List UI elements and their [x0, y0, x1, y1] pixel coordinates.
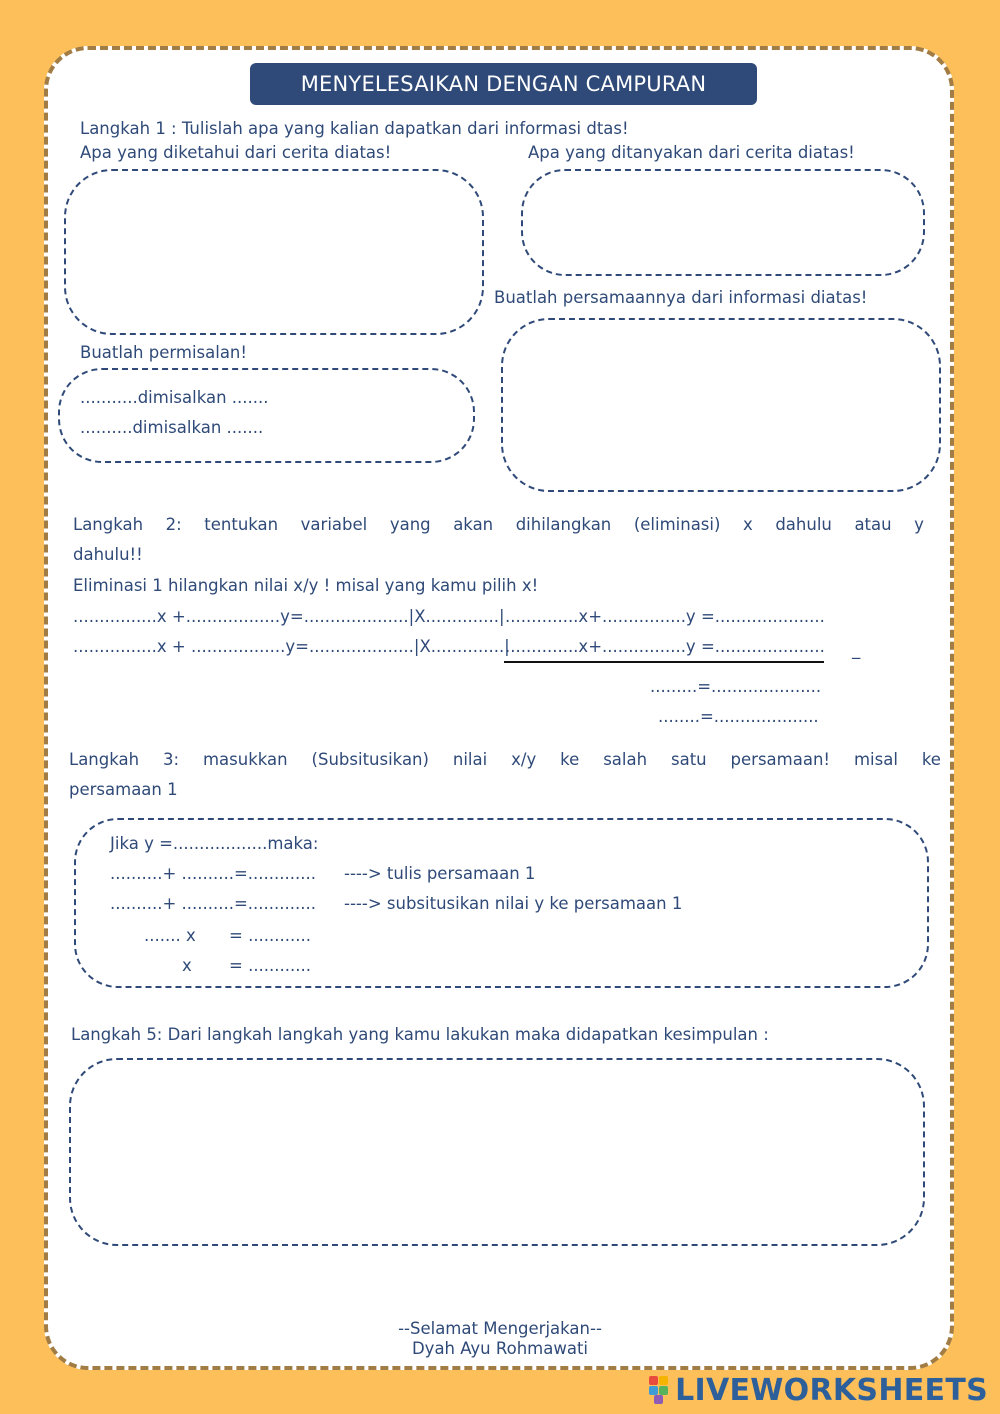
- footer-greeting: --Selamat Mengerjakan--: [398, 1319, 602, 1338]
- heading-word: x/y: [511, 750, 537, 769]
- heading-word: satu: [670, 750, 707, 769]
- heading-word: salah: [603, 750, 648, 769]
- subst-row3-right[interactable]: = ............: [229, 926, 312, 945]
- asked-answer-box[interactable]: [521, 169, 925, 276]
- elim-row1-right[interactable]: ..............x+................y =.....................: [505, 607, 825, 626]
- heading-word: 2:: [165, 515, 182, 534]
- heading-word: 3:: [163, 750, 180, 769]
- worksheet-title: MENYELESAIKAN DENGAN CAMPURAN: [250, 63, 757, 105]
- step3-heading-line1: [69, 750, 941, 769]
- assume-box: [58, 368, 475, 463]
- heading-word: misal: [853, 750, 898, 769]
- elim-row2-left[interactable]: ................x + ..................y=....................|X..............|: [73, 637, 510, 656]
- minus-sign: _: [852, 640, 861, 659]
- known-answer-box[interactable]: [64, 169, 484, 335]
- heading-word: akan: [453, 515, 494, 534]
- step3-heading-line2: persamaan 1: [69, 780, 178, 799]
- conclusion-answer-box[interactable]: [69, 1058, 925, 1246]
- equation-answer-box[interactable]: [501, 318, 941, 492]
- subtraction-line: [504, 661, 824, 663]
- step2-heading-line2: dahulu!!: [73, 545, 143, 564]
- liveworksheets-brand: [649, 1372, 988, 1408]
- subst-row1[interactable]: ..........+ ..........=.............: [110, 864, 316, 883]
- subst-row4-left: x: [182, 956, 192, 975]
- elim-row2-right[interactable]: ..............x+................y =.....................: [505, 637, 825, 656]
- heading-word: ke: [560, 750, 580, 769]
- subst-note1: ----> tulis persamaan 1: [344, 864, 536, 883]
- step1-heading: Langkah 1 : Tulislah apa yang kalian dapatkan dari informasi dtas!: [80, 119, 629, 138]
- asked-label: Apa yang ditanyakan dari cerita diatas!: [528, 143, 855, 162]
- step2-heading-line1: [73, 515, 924, 534]
- elim-result-1[interactable]: .........=.....................: [650, 677, 822, 696]
- heading-word: x: [743, 515, 753, 534]
- elim-row1-left[interactable]: ................x +..................y=....................|X..............|: [73, 607, 505, 626]
- subst-row4-right[interactable]: = ............: [229, 956, 312, 975]
- subst-row3-left[interactable]: ....... x: [144, 926, 196, 945]
- assume-line-2[interactable]: ..........dimisalkan .......: [80, 418, 264, 437]
- if-y-line[interactable]: Jika y =..................maka:: [110, 834, 319, 853]
- known-label: Apa yang diketahui dari cerita diatas!: [80, 143, 392, 162]
- liveworksheets-logo-icon: [649, 1376, 669, 1404]
- heading-word: nilai: [452, 750, 488, 769]
- elimination-instruction: Eliminasi 1 hilangkan nilai x/y ! misal yang kamu pilih x!: [73, 576, 539, 595]
- heading-word: Langkah: [69, 750, 140, 769]
- equation-label: Buatlah persamaannya dari informasi diatas!: [494, 288, 868, 307]
- heading-word: variabel: [300, 515, 368, 534]
- heading-word: dihilangkan: [515, 515, 612, 534]
- heading-word: y: [914, 515, 924, 534]
- heading-word: (Subsitusikan): [311, 750, 429, 769]
- heading-word: yang: [389, 515, 431, 534]
- assume-line-1[interactable]: ...........dimisalkan .......: [80, 388, 269, 407]
- heading-word: tentukan: [204, 515, 279, 534]
- assume-label: Buatlah permisalan!: [80, 343, 248, 362]
- subst-row2[interactable]: ..........+ ..........=.............: [110, 894, 316, 913]
- heading-word: masukkan: [202, 750, 288, 769]
- heading-word: ke: [921, 750, 941, 769]
- heading-word: Langkah: [73, 515, 144, 534]
- step5-heading: Langkah 5: Dari langkah langkah yang kamu lakukan maka didapatkan kesimpulan :: [71, 1025, 769, 1044]
- elim-result-2[interactable]: ........=....................: [658, 707, 819, 726]
- heading-word: dahulu: [775, 515, 832, 534]
- heading-word: atau: [854, 515, 892, 534]
- subst-note2: ----> subsitusikan nilai y ke persamaan 1: [344, 894, 683, 913]
- heading-word: (eliminasi): [633, 515, 721, 534]
- heading-word: persamaan!: [730, 750, 831, 769]
- footer-author: Dyah Ayu Rohmawati: [411, 1339, 589, 1358]
- liveworksheets-wordmark: LIVEWORKSHEETS: [675, 1372, 988, 1408]
